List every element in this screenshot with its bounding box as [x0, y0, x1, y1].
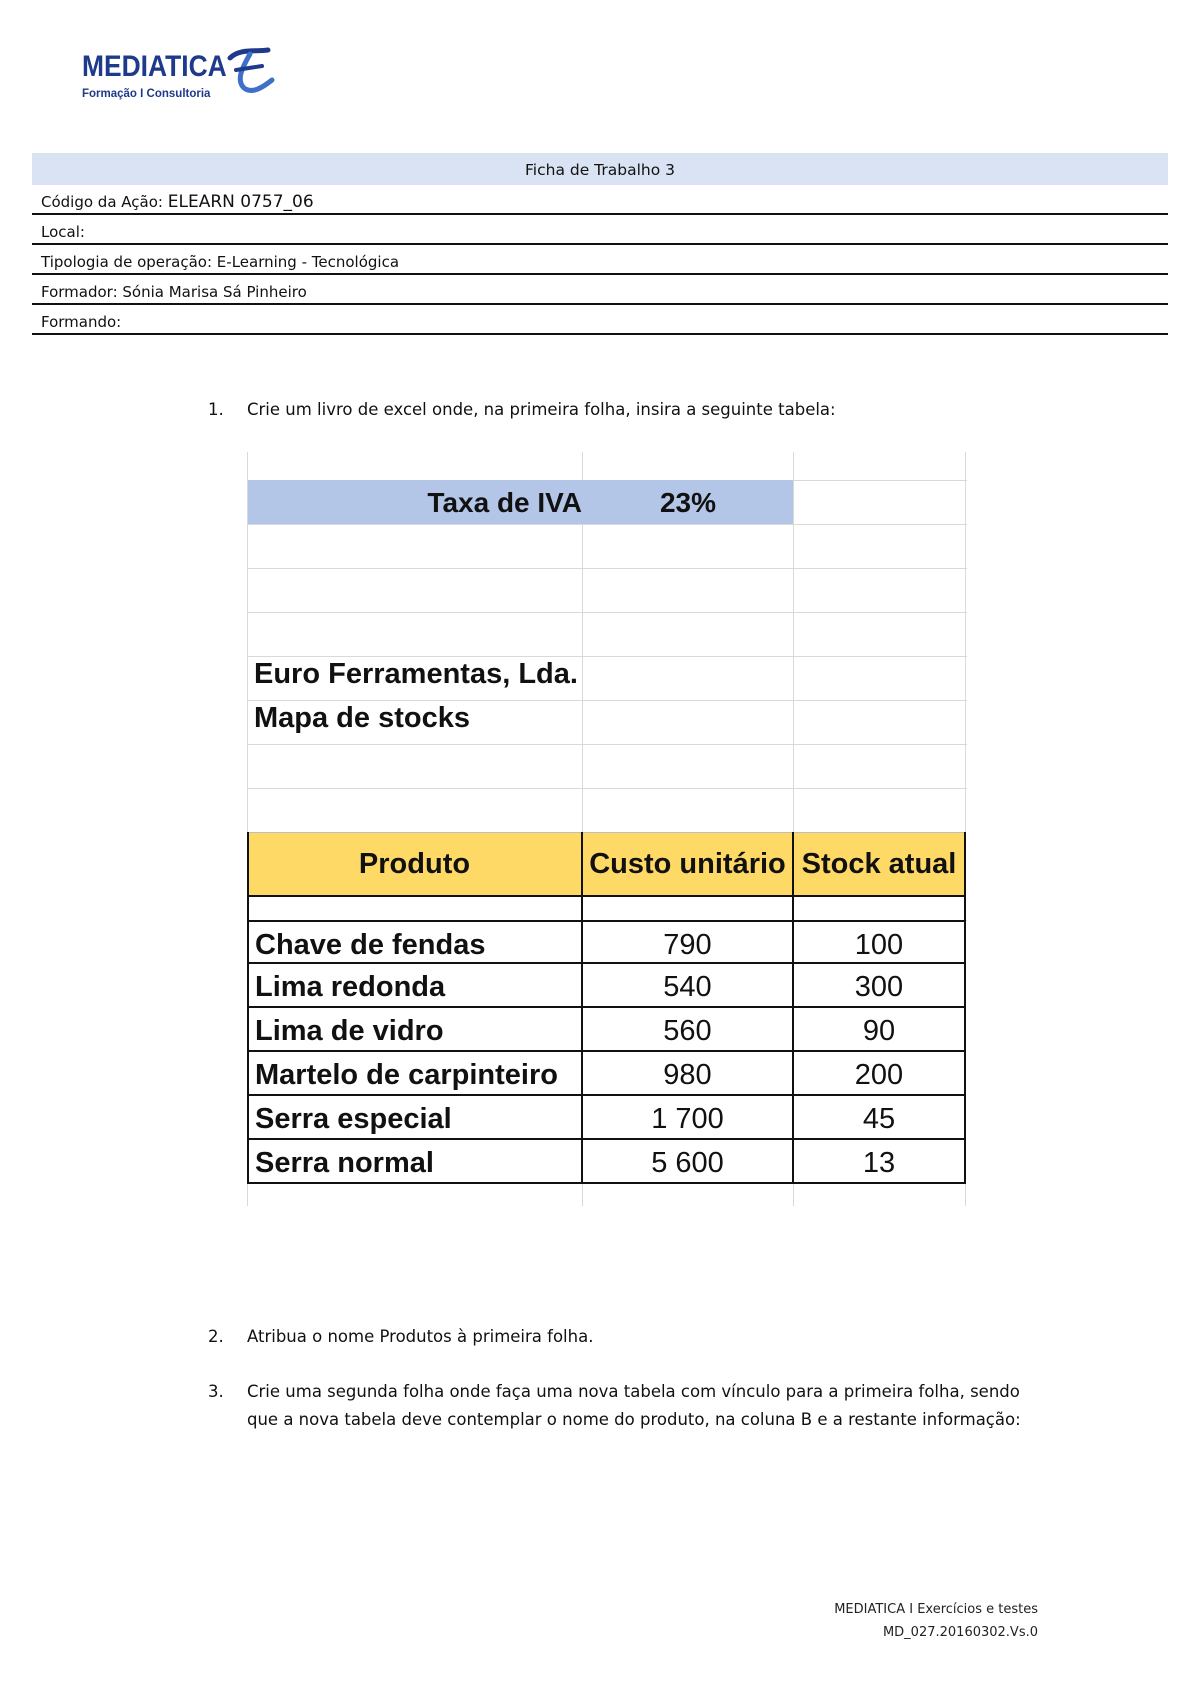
- cell-produto: Lima redonda: [255, 971, 446, 1003]
- spreadsheet-table: [247, 452, 967, 1206]
- grid-line: [247, 568, 967, 569]
- cell-stock: 200: [854, 1059, 904, 1091]
- cell-custo: 1 700: [651, 1103, 724, 1135]
- iva-value: 23%: [659, 487, 717, 518]
- codigo-value: ELEARN 0757_06: [167, 192, 314, 212]
- header-formando: Formando:: [32, 305, 1168, 335]
- table-border: [964, 832, 966, 1184]
- mediatica-logo: [82, 50, 282, 110]
- question-number: 1.: [208, 400, 224, 419]
- header-codigo: [32, 185, 1168, 215]
- cell-custo: 5 600: [651, 1147, 724, 1179]
- grid-line: [247, 612, 967, 613]
- cell-stock: 90: [862, 1015, 896, 1047]
- cell-produto: Serra normal: [255, 1147, 434, 1179]
- cell-stock: 100: [854, 929, 904, 961]
- cell-stock: 13: [862, 1147, 896, 1179]
- cell-custo: 980: [663, 1059, 712, 1091]
- cell-produto: Martelo de carpinteiro: [255, 1059, 558, 1091]
- question-text: Atribua o nome Produtos à primeira folha.: [247, 1327, 594, 1346]
- footer-line-1: MEDIATICA I Exercícios e testes: [834, 1602, 1038, 1617]
- grid-line: [247, 656, 967, 657]
- cell-custo: 790: [663, 929, 712, 961]
- cell-produto: Chave de fendas: [255, 929, 486, 961]
- grid-line: [247, 788, 967, 789]
- table-border: [792, 832, 794, 1184]
- cell-stock: 45: [862, 1103, 896, 1135]
- worksheet-header: [32, 153, 1168, 335]
- table-row: [248, 964, 966, 1008]
- header-produto: Produto: [358, 848, 471, 880]
- cell-custo: 540: [663, 971, 712, 1003]
- header-title: Ficha de Trabalho 3: [32, 153, 1168, 185]
- grid-line: [247, 744, 967, 745]
- sheet-subtitle: Mapa de stocks: [254, 702, 470, 734]
- codigo-label: Código da Ação:: [41, 193, 163, 211]
- grid-line: [247, 700, 967, 701]
- logo-mark-icon: [222, 46, 278, 98]
- question-text: Crie um livro de excel onde, na primeira folha, insira a seguinte tabela:: [247, 400, 836, 419]
- header-formador: Formador: Sónia Marisa Sá Pinheiro: [32, 275, 1168, 305]
- table-row: [248, 920, 966, 964]
- table-border: [247, 832, 249, 1184]
- company-name: Euro Ferramentas, Lda.: [254, 658, 578, 690]
- cell-custo: 560: [663, 1015, 712, 1047]
- header-local: Local:: [32, 215, 1168, 245]
- cell-produto: Lima de vidro: [255, 1015, 444, 1047]
- table-row: [248, 1096, 966, 1140]
- question-number: 3.: [208, 1382, 224, 1401]
- page-footer: [834, 1598, 1038, 1644]
- table-row: [248, 1008, 966, 1052]
- header-stock: Stock atual: [801, 848, 957, 880]
- cell-stock: 300: [854, 971, 904, 1003]
- header-tipologia: Tipologia de operação: E-Learning - Tecnológica: [32, 245, 1168, 275]
- table-border: [581, 832, 583, 1184]
- footer-line-2: MD_027.20160302.Vs.0: [882, 1625, 1038, 1640]
- question-text: Crie uma segunda folha onde faça uma nova tabela com vínculo para a primeira folha, sendo que a nova tabela deve contemplar o nome do produto, na coluna B e a restante informação:: [247, 1382, 1021, 1429]
- iva-label: Taxa de IVA: [427, 487, 582, 518]
- cell-produto: Serra especial: [255, 1103, 452, 1135]
- logo-name: MEDIATICA: [82, 50, 227, 83]
- table-row: [248, 1052, 966, 1096]
- table-row: [248, 1140, 966, 1184]
- grid-line: [247, 524, 967, 525]
- header-custo: Custo unitário: [589, 848, 786, 880]
- question-number: 2.: [208, 1327, 224, 1346]
- logo-tagline: Formação I Consultoria: [82, 88, 211, 100]
